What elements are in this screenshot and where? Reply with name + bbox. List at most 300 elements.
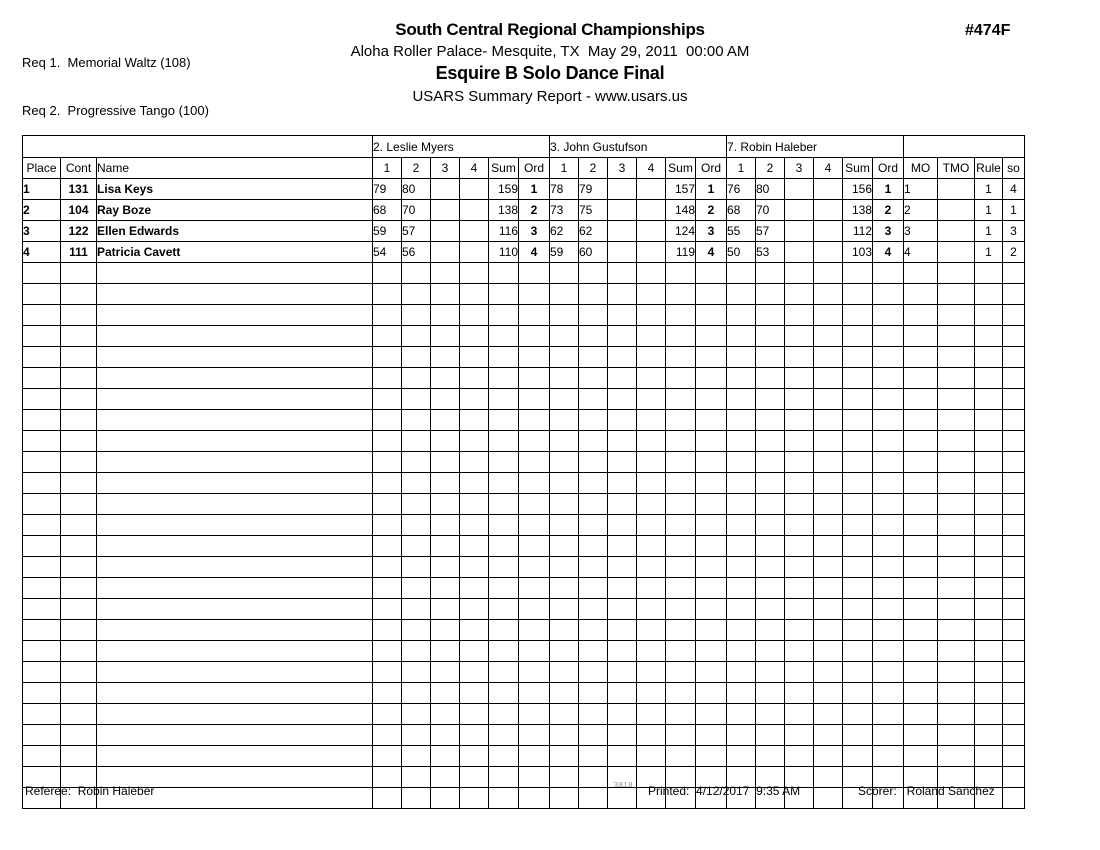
empty-cell — [23, 536, 61, 557]
empty-cell — [814, 578, 843, 599]
empty-cell — [637, 431, 666, 452]
empty-cell — [814, 641, 843, 662]
empty-cell — [579, 284, 608, 305]
empty-cell — [814, 431, 843, 452]
empty-cell — [904, 389, 938, 410]
empty-cell — [431, 452, 460, 473]
ord-cell: 2 — [696, 200, 727, 221]
empty-cell — [550, 641, 579, 662]
empty-cell — [938, 263, 975, 284]
empty-cell — [23, 284, 61, 305]
empty-cell — [756, 410, 785, 431]
empty-cell — [579, 536, 608, 557]
sum-cell: 148 — [666, 200, 696, 221]
empty-cell — [785, 557, 814, 578]
empty-cell — [489, 263, 519, 284]
col-header-dance-2: 2 — [579, 158, 608, 179]
empty-cell — [489, 788, 519, 809]
empty-cell — [873, 557, 904, 578]
score-cell: 57 — [402, 221, 431, 242]
empty-cell — [61, 473, 97, 494]
empty-cell — [460, 263, 489, 284]
rule-cell: 1 — [975, 200, 1003, 221]
empty-cell — [696, 641, 727, 662]
empty-cell — [904, 704, 938, 725]
empty-cell — [431, 515, 460, 536]
empty-cell — [97, 410, 373, 431]
score-cell: 53 — [756, 242, 785, 263]
empty-cell — [460, 578, 489, 599]
empty-cell — [608, 410, 637, 431]
empty-cell — [1003, 746, 1025, 767]
empty-cell — [579, 620, 608, 641]
col-header-so: so — [1003, 158, 1025, 179]
sum-cell: 116 — [489, 221, 519, 242]
empty-cell — [23, 305, 61, 326]
empty-cell — [23, 662, 61, 683]
empty-cell — [431, 620, 460, 641]
empty-cell — [579, 578, 608, 599]
empty-cell — [23, 683, 61, 704]
empty-cell — [785, 662, 814, 683]
empty-cell — [756, 347, 785, 368]
empty-cell — [373, 515, 402, 536]
empty-cell — [756, 683, 785, 704]
empty-cell — [550, 389, 579, 410]
empty-cell — [579, 788, 608, 809]
score-cell — [637, 200, 666, 221]
empty-row — [23, 305, 1025, 326]
empty-cell — [814, 662, 843, 683]
empty-cell — [696, 452, 727, 473]
empty-cell — [1003, 473, 1025, 494]
empty-cell — [550, 767, 579, 788]
empty-cell — [373, 620, 402, 641]
empty-cell — [696, 410, 727, 431]
empty-cell — [696, 494, 727, 515]
judge-header-1: 2. Leslie Myers — [373, 136, 550, 158]
empty-cell — [904, 494, 938, 515]
judge-header-2: 3. John Gustufson — [550, 136, 727, 158]
empty-cell — [61, 494, 97, 515]
empty-cell — [373, 431, 402, 452]
empty-cell — [873, 578, 904, 599]
empty-cell — [938, 473, 975, 494]
event-title: Esquire B Solo Dance Final — [435, 63, 665, 83]
empty-cell — [579, 263, 608, 284]
judge-header-3: 7. Robin Haleber — [727, 136, 904, 158]
empty-cell — [904, 473, 938, 494]
empty-cell — [756, 641, 785, 662]
empty-cell — [814, 284, 843, 305]
score-cell — [608, 179, 637, 200]
empty-cell — [756, 515, 785, 536]
empty-cell — [756, 473, 785, 494]
empty-cell — [373, 263, 402, 284]
empty-cell — [696, 347, 727, 368]
col-header-dance-2: 2 — [756, 158, 785, 179]
empty-cell — [608, 326, 637, 347]
empty-cell — [785, 704, 814, 725]
empty-cell — [97, 620, 373, 641]
empty-cell — [61, 599, 97, 620]
empty-cell — [489, 368, 519, 389]
empty-cell — [431, 788, 460, 809]
empty-cell — [727, 662, 756, 683]
empty-cell — [402, 725, 431, 746]
empty-cell — [431, 725, 460, 746]
empty-cell — [904, 284, 938, 305]
empty-cell — [727, 746, 756, 767]
empty-cell — [756, 578, 785, 599]
empty-cell — [785, 368, 814, 389]
empty-cell — [938, 683, 975, 704]
empty-row — [23, 263, 1025, 284]
empty-cell — [696, 389, 727, 410]
empty-cell — [975, 620, 1003, 641]
empty-cell — [97, 557, 373, 578]
tmo-cell — [938, 179, 975, 200]
empty-cell — [373, 704, 402, 725]
empty-cell — [460, 704, 489, 725]
empty-cell — [550, 263, 579, 284]
empty-cell — [402, 704, 431, 725]
empty-cell — [843, 746, 873, 767]
empty-cell — [785, 452, 814, 473]
empty-cell — [873, 305, 904, 326]
empty-cell — [579, 389, 608, 410]
empty-cell — [519, 494, 550, 515]
empty-cell — [489, 599, 519, 620]
empty-cell — [843, 305, 873, 326]
empty-cell — [727, 410, 756, 431]
empty-cell — [97, 368, 373, 389]
empty-cell — [460, 788, 489, 809]
empty-cell — [938, 305, 975, 326]
empty-cell — [975, 641, 1003, 662]
score-cell — [608, 221, 637, 242]
empty-cell — [373, 368, 402, 389]
empty-cell — [666, 305, 696, 326]
empty-cell — [975, 368, 1003, 389]
empty-cell — [904, 305, 938, 326]
empty-cell — [489, 473, 519, 494]
empty-row — [23, 368, 1025, 389]
score-cell: 59 — [550, 242, 579, 263]
score-cell: 70 — [402, 200, 431, 221]
table-row — [23, 179, 1025, 200]
empty-cell — [608, 746, 637, 767]
empty-cell — [402, 326, 431, 347]
empty-cell — [373, 536, 402, 557]
empty-cell — [814, 368, 843, 389]
empty-cell — [904, 326, 938, 347]
empty-cell — [696, 557, 727, 578]
score-cell — [608, 242, 637, 263]
sum-cell: 110 — [489, 242, 519, 263]
empty-cell — [519, 368, 550, 389]
empty-cell — [637, 746, 666, 767]
empty-cell — [975, 557, 1003, 578]
empty-cell — [814, 389, 843, 410]
empty-cell — [814, 452, 843, 473]
empty-cell — [519, 641, 550, 662]
empty-cell — [843, 557, 873, 578]
empty-cell — [61, 326, 97, 347]
score-cell — [814, 242, 843, 263]
empty-cell — [519, 347, 550, 368]
empty-cell — [756, 431, 785, 452]
empty-cell — [785, 494, 814, 515]
empty-cell — [608, 263, 637, 284]
empty-cell — [460, 683, 489, 704]
empty-cell — [975, 410, 1003, 431]
empty-cell — [519, 557, 550, 578]
empty-cell — [727, 599, 756, 620]
ord-cell: 4 — [519, 242, 550, 263]
empty-cell — [519, 389, 550, 410]
empty-cell — [61, 578, 97, 599]
empty-cell — [23, 494, 61, 515]
empty-cell — [696, 536, 727, 557]
col-header-dance-1: 1 — [727, 158, 756, 179]
empty-cell — [1003, 263, 1025, 284]
empty-cell — [975, 494, 1003, 515]
empty-cell — [460, 536, 489, 557]
mo-cell: 2 — [904, 200, 938, 221]
empty-cell — [666, 641, 696, 662]
empty-cell — [431, 767, 460, 788]
empty-cell — [489, 305, 519, 326]
empty-cell — [843, 620, 873, 641]
empty-cell — [814, 473, 843, 494]
empty-cell — [904, 746, 938, 767]
empty-cell — [489, 704, 519, 725]
ord-cell: 3 — [696, 221, 727, 242]
empty-cell — [873, 599, 904, 620]
empty-row — [23, 641, 1025, 662]
empty-cell — [550, 452, 579, 473]
empty-cell — [23, 725, 61, 746]
empty-cell — [550, 284, 579, 305]
empty-cell — [489, 452, 519, 473]
score-cell: 76 — [727, 179, 756, 200]
empty-cell — [519, 788, 550, 809]
empty-cell — [904, 557, 938, 578]
empty-cell — [489, 431, 519, 452]
empty-cell — [756, 746, 785, 767]
empty-cell — [938, 557, 975, 578]
empty-cell — [696, 305, 727, 326]
empty-cell — [519, 662, 550, 683]
score-cell: 75 — [579, 200, 608, 221]
empty-cell — [666, 620, 696, 641]
empty-cell — [727, 578, 756, 599]
so-cell: 2 — [1003, 242, 1025, 263]
empty-cell — [666, 746, 696, 767]
empty-cell — [727, 620, 756, 641]
score-cell: 80 — [402, 179, 431, 200]
empty-cell — [814, 599, 843, 620]
empty-cell — [550, 557, 579, 578]
empty-cell — [843, 410, 873, 431]
empty-cell — [489, 284, 519, 305]
empty-cell — [519, 683, 550, 704]
empty-cell — [61, 305, 97, 326]
empty-cell — [550, 704, 579, 725]
empty-cell — [785, 326, 814, 347]
empty-cell — [637, 410, 666, 431]
empty-cell — [431, 389, 460, 410]
empty-cell — [904, 725, 938, 746]
summary-table-body — [23, 136, 1025, 809]
empty-cell — [579, 641, 608, 662]
empty-cell — [23, 368, 61, 389]
empty-cell — [608, 284, 637, 305]
empty-cell — [519, 326, 550, 347]
empty-cell — [938, 662, 975, 683]
empty-cell — [873, 494, 904, 515]
cont-cell: 111 — [61, 242, 97, 263]
empty-cell — [23, 704, 61, 725]
empty-cell — [608, 494, 637, 515]
empty-cell — [637, 305, 666, 326]
empty-cell — [460, 515, 489, 536]
score-cell: 59 — [373, 221, 402, 242]
empty-cell — [431, 746, 460, 767]
empty-cell — [489, 683, 519, 704]
empty-cell — [727, 263, 756, 284]
empty-cell — [696, 515, 727, 536]
empty-cell — [727, 431, 756, 452]
empty-cell — [873, 704, 904, 725]
score-cell: 68 — [373, 200, 402, 221]
empty-cell — [373, 389, 402, 410]
empty-cell — [23, 410, 61, 431]
empty-cell — [727, 704, 756, 725]
empty-cell — [1003, 368, 1025, 389]
empty-cell — [696, 431, 727, 452]
empty-cell — [608, 620, 637, 641]
software-version: 3.8.1.8 — [614, 782, 632, 789]
empty-cell — [843, 725, 873, 746]
empty-cell — [843, 683, 873, 704]
score-cell: 68 — [727, 200, 756, 221]
cont-cell: 104 — [61, 200, 97, 221]
empty-cell — [431, 263, 460, 284]
empty-row — [23, 536, 1025, 557]
ord-cell: 2 — [873, 200, 904, 221]
empty-cell — [550, 788, 579, 809]
empty-cell — [666, 284, 696, 305]
empty-cell — [97, 263, 373, 284]
referee-line: Referee: Robin Haleber — [25, 784, 155, 798]
empty-cell — [727, 347, 756, 368]
col-header-place: Place — [23, 158, 61, 179]
empty-cell — [402, 515, 431, 536]
report-type-line: USARS Summary Report - www.usars.us — [412, 88, 688, 105]
empty-cell — [23, 641, 61, 662]
empty-cell — [904, 263, 938, 284]
empty-cell — [938, 704, 975, 725]
empty-cell — [727, 536, 756, 557]
sum-cell: 157 — [666, 179, 696, 200]
empty-cell — [727, 326, 756, 347]
empty-cell — [608, 641, 637, 662]
col-header-dance-1: 1 — [550, 158, 579, 179]
empty-cell — [756, 599, 785, 620]
empty-cell — [975, 473, 1003, 494]
sum-cell: 103 — [843, 242, 873, 263]
empty-cell — [1003, 788, 1025, 809]
spacer-right — [904, 136, 1025, 158]
empty-cell — [579, 410, 608, 431]
empty-cell — [637, 725, 666, 746]
empty-cell — [938, 620, 975, 641]
empty-cell — [696, 326, 727, 347]
empty-cell — [666, 326, 696, 347]
sum-cell: 138 — [489, 200, 519, 221]
empty-cell — [550, 536, 579, 557]
empty-cell — [873, 683, 904, 704]
empty-cell — [608, 683, 637, 704]
empty-cell — [97, 305, 373, 326]
col-header-sum: Sum — [843, 158, 873, 179]
empty-cell — [785, 263, 814, 284]
empty-cell — [402, 620, 431, 641]
empty-cell — [727, 305, 756, 326]
empty-cell — [975, 284, 1003, 305]
empty-cell — [696, 473, 727, 494]
empty-cell — [431, 368, 460, 389]
empty-cell — [550, 431, 579, 452]
empty-cell — [1003, 620, 1025, 641]
empty-cell — [608, 578, 637, 599]
empty-cell — [402, 788, 431, 809]
empty-cell — [904, 347, 938, 368]
sum-cell: 159 — [489, 179, 519, 200]
event-number: #474F — [965, 22, 1011, 39]
empty-cell — [460, 389, 489, 410]
empty-cell — [756, 284, 785, 305]
empty-cell — [938, 641, 975, 662]
empty-cell — [637, 494, 666, 515]
empty-cell — [489, 557, 519, 578]
empty-cell — [756, 452, 785, 473]
empty-cell — [460, 305, 489, 326]
empty-cell — [579, 494, 608, 515]
empty-cell — [23, 515, 61, 536]
empty-cell — [938, 347, 975, 368]
empty-cell — [873, 263, 904, 284]
mo-cell: 1 — [904, 179, 938, 200]
empty-cell — [579, 683, 608, 704]
col-header-tmo: TMO — [938, 158, 975, 179]
empty-cell — [579, 326, 608, 347]
empty-cell — [843, 536, 873, 557]
score-cell: 57 — [756, 221, 785, 242]
empty-cell — [97, 452, 373, 473]
empty-cell — [1003, 683, 1025, 704]
empty-cell — [975, 725, 1003, 746]
empty-cell — [519, 305, 550, 326]
empty-cell — [975, 452, 1003, 473]
empty-cell — [402, 641, 431, 662]
empty-cell — [460, 494, 489, 515]
empty-cell — [814, 788, 843, 809]
empty-cell — [843, 389, 873, 410]
empty-row — [23, 410, 1025, 431]
